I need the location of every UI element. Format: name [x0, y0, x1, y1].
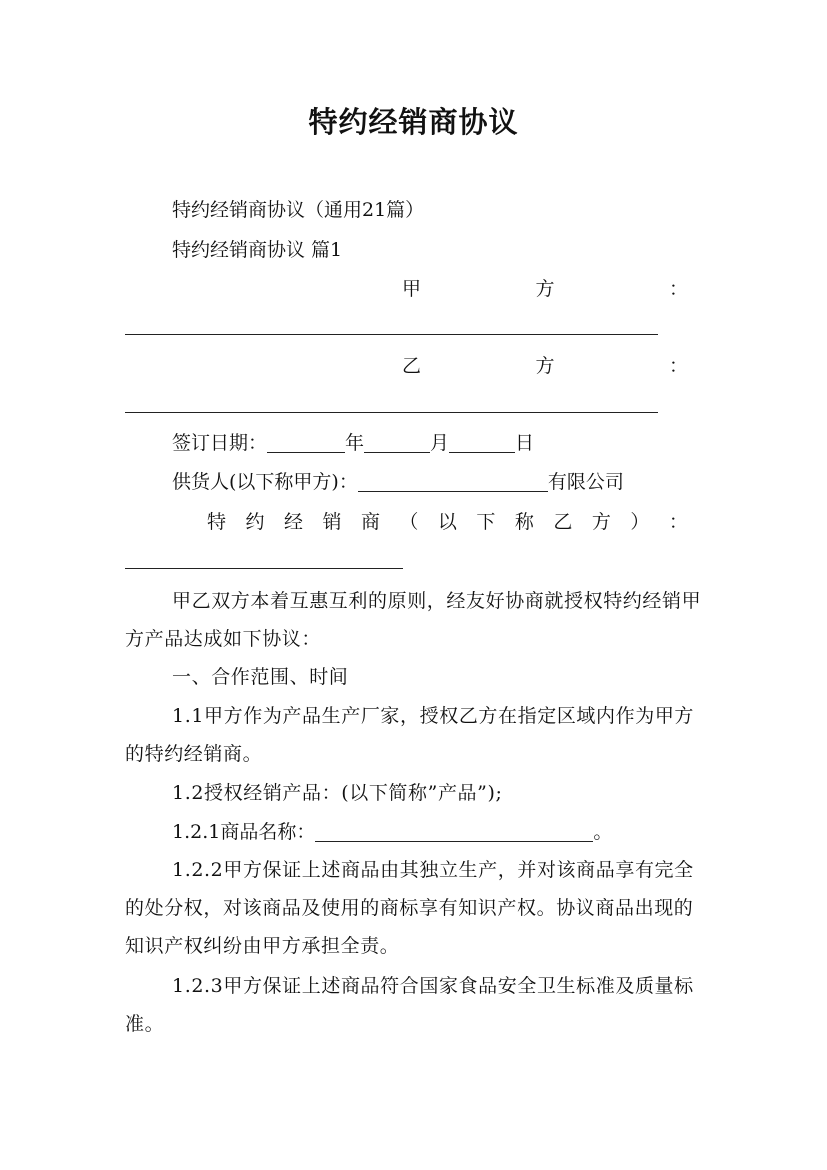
- product-name-end: 。: [593, 821, 613, 843]
- distributor-char: 约: [245, 511, 265, 533]
- clause-1-2: 1.2授权经销产品：(以下简称”产品”);: [172, 782, 503, 804]
- document-subtitle: 特约经销商协议（通用21篇）: [172, 199, 425, 221]
- month-label: 月: [430, 432, 450, 454]
- supplier-suffix: 有限公司: [547, 471, 624, 493]
- clause-1-2-1: [172, 813, 702, 851]
- month-blank: [364, 430, 430, 453]
- clause-1-2-3: 1.2.3甲方保证上述商品符合国家食品安全卫生标准及质量标准。: [125, 975, 694, 1035]
- party-a-colon: ：: [668, 278, 688, 300]
- intro-paragraph: 甲乙双方本着互惠互利的原则，经友好协商就授权特约经销甲方产品达成如下协议：: [125, 590, 702, 650]
- distributor-char: 下: [476, 511, 496, 533]
- distributor-char: 销: [322, 511, 342, 533]
- party-b-blank: [125, 412, 658, 413]
- distributor-row: [207, 503, 688, 541]
- product-name-label: 1.2.1商品名称：: [172, 821, 316, 843]
- year-label: 年: [345, 432, 365, 454]
- sign-date-line: [172, 424, 702, 462]
- day-blank: [449, 430, 515, 453]
- party-b-colon: ：: [668, 355, 688, 377]
- supplier-label: 供货人(以下称甲方)：: [172, 471, 358, 493]
- document-title: 特约经销商协议: [308, 105, 519, 139]
- heading-scope-time: 一、合作范围、时间: [172, 666, 349, 688]
- day-label: 日: [515, 432, 535, 454]
- distributor-blank: [125, 568, 403, 569]
- party-b-char-2: 方: [535, 355, 555, 377]
- party-a-row: [402, 270, 688, 308]
- party-a-blank: [125, 334, 658, 335]
- product-name-blank: [315, 819, 593, 842]
- supplier-blank: [358, 469, 548, 492]
- party-b-char-1: 乙: [402, 355, 422, 377]
- distributor-char: 以: [437, 511, 457, 533]
- section-heading: 特约经销商协议 篇1: [172, 239, 343, 261]
- distributor-char: ）: [630, 511, 650, 533]
- distributor-char: 经: [283, 511, 303, 533]
- distributor-char: 商: [360, 511, 380, 533]
- distributor-char: 特: [207, 511, 227, 533]
- party-a-char-2: 方: [535, 278, 555, 300]
- supplier-line: [172, 463, 702, 501]
- distributor-char: （: [399, 511, 419, 533]
- distributor-char: 称: [514, 511, 534, 533]
- clause-1-2-2: 1.2.2甲方保证上述商品由其独立生产，并对该商品享有完全的处分权，对该商品及使用的商标享有知识产权。协议商品出现的知识产权纠纷由甲方承担全责。: [125, 859, 694, 957]
- distributor-char: 乙: [553, 511, 573, 533]
- party-a-char-1: 甲: [402, 278, 422, 300]
- sign-date-label: 签订日期：: [172, 432, 268, 454]
- clause-1-1: 1.1甲方作为产品生产厂家，授权乙方在指定区域内作为甲方的特约经销商。: [125, 705, 695, 765]
- year-blank: [267, 430, 345, 453]
- distributor-char: 方: [591, 511, 611, 533]
- party-b-row: [402, 347, 688, 385]
- distributor-char: ：: [668, 511, 688, 533]
